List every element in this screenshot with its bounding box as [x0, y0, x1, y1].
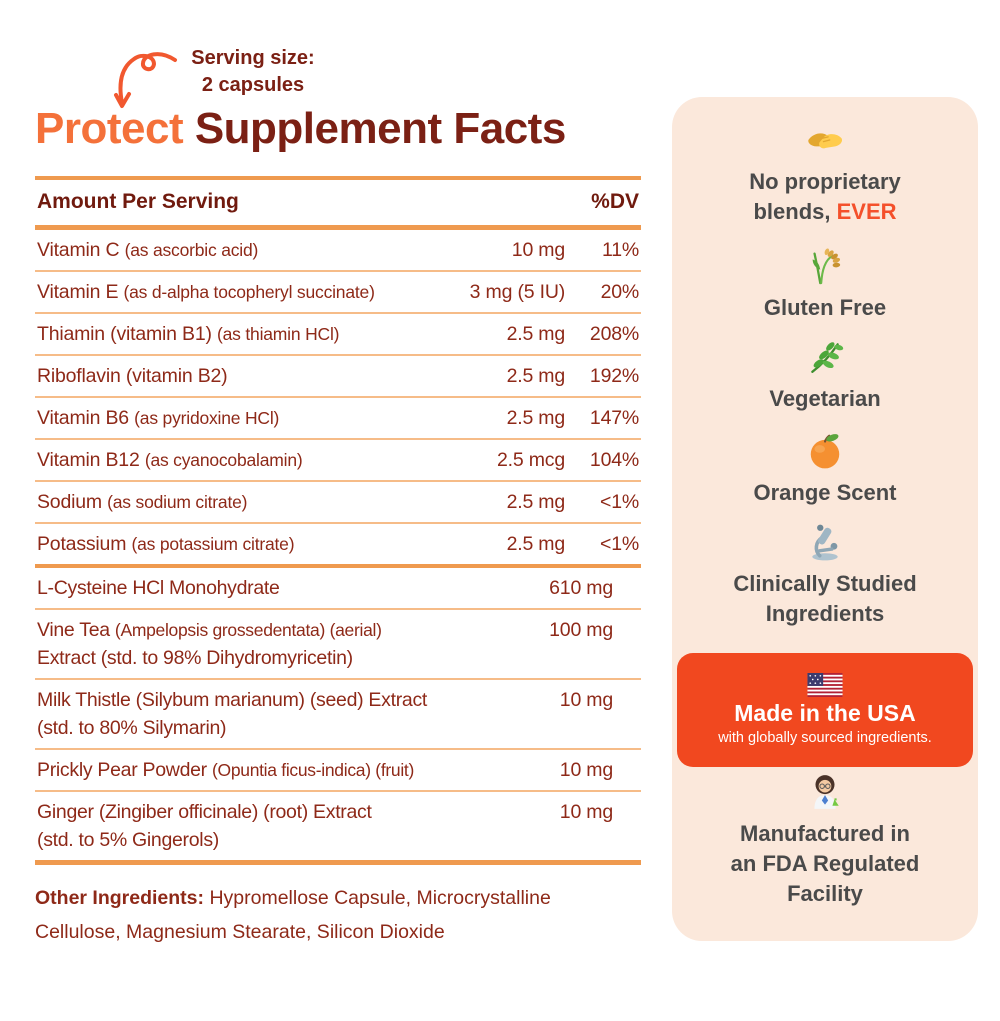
title-rest: Supplement Facts	[194, 104, 566, 153]
table-row	[35, 610, 641, 680]
usa-badge-subtitle: with globally sourced ingredients.	[718, 730, 932, 746]
ingredient-dv: 208%	[589, 323, 639, 345]
badge-label: Manufactured in an FDA Regulated Facility	[730, 821, 920, 906]
table-row	[35, 792, 641, 865]
ingredient-amount: 2.5 mg	[506, 491, 565, 513]
microscope-icon	[806, 523, 844, 561]
ingredient-dv: 147%	[589, 407, 639, 429]
ingredient-amount: 10 mg	[559, 801, 613, 823]
badge-label: No proprietary blends, EVER	[749, 169, 901, 224]
table-row	[35, 524, 641, 568]
serving-size-value: 2 capsules	[201, 74, 305, 96]
badge-clinically-studied	[672, 523, 978, 629]
table-row	[35, 314, 641, 356]
supplement-facts-table	[35, 176, 641, 949]
ingredient-amount: 2.5 mg	[506, 323, 565, 345]
ingredient-amount: 2.5 mg	[506, 407, 565, 429]
ingredient-name: Thiamin (vitamin B1) (as thiamin HCl)	[37, 323, 340, 345]
ingredient-dv: 192%	[589, 365, 639, 387]
us-flag-icon	[807, 673, 843, 697]
usa-badge-title: Made in the USA	[734, 700, 916, 726]
other-ingredients-text: Hypromellose Capsule, Microcrystalline Cellulose, Magnesium Stearate, Silicon Dioxide	[35, 887, 551, 943]
ingredient-amount: 3 mg (5 IU)	[469, 281, 565, 303]
badge-label: Vegetarian	[769, 386, 881, 411]
ingredient-dv: 11%	[602, 239, 639, 261]
ingredient-amount: 10 mg	[559, 759, 613, 781]
woman-scientist-icon	[806, 773, 844, 811]
ingredient-amount: 2.5 mg	[506, 533, 565, 555]
ingredient-amount: 2.5 mcg	[497, 449, 565, 471]
made-in-usa-badge	[677, 653, 973, 767]
badge-label: Orange Scent	[753, 480, 897, 505]
ingredient-amount: 2.5 mg	[506, 365, 565, 387]
dv-column-header: %DV	[591, 190, 639, 213]
ingredient-name: Vine Tea (Ampelopsis grossedentata) (aerial) Extract (std. to 98% Dihydromyricetin)	[37, 619, 382, 669]
badge-orange-scent	[672, 432, 978, 508]
serving-size-label: Serving size:	[191, 47, 315, 69]
ingredient-dv: <1%	[600, 491, 639, 513]
badge-label-accent: EVER	[836, 199, 897, 224]
rice-sheaf-icon	[806, 247, 844, 285]
table-row	[35, 356, 641, 398]
table-header-row	[35, 176, 641, 230]
ingredient-name: Vitamin B12 (as cyanocobalamin)	[37, 449, 303, 471]
ingredient-dv: 104%	[589, 449, 639, 471]
table-row	[35, 680, 641, 750]
table-row	[35, 440, 641, 482]
ingredient-name: L-Cysteine HCl Monohydrate	[37, 577, 280, 599]
ingredient-name: Vitamin E (as d-alpha tocopheryl succinate)	[37, 281, 375, 303]
ingredient-name: Riboflavin (vitamin B2)	[37, 365, 228, 387]
ingredient-amount: 610 mg	[549, 577, 613, 599]
badge-fda-facility	[672, 773, 978, 909]
badge-label: Clinically Studied Ingredients	[733, 571, 917, 626]
page-title	[35, 104, 675, 154]
ingredient-dv: 20%	[600, 281, 639, 303]
ingredient-amount: 10 mg	[511, 239, 565, 261]
table-row	[35, 398, 641, 440]
amount-column-header: Amount Per Serving	[37, 190, 239, 213]
badge-no-proprietary-blends	[672, 121, 978, 227]
ingredient-name: Prickly Pear Powder (Opuntia ficus-indica) (fruit)	[37, 759, 415, 781]
serving-size	[183, 45, 323, 99]
handshake-icon	[806, 121, 844, 159]
table-row	[35, 568, 641, 610]
orange-icon	[806, 432, 844, 470]
badge-label: Gluten Free	[763, 295, 887, 320]
ingredient-name: Milk Thistle (Silybum marianum) (seed) Extract (std. to 80% Silymarin)	[37, 689, 428, 739]
ingredient-name: Ginger (Zingiber officinale) (root) Extract (std. to 5% Gingerols)	[37, 801, 372, 851]
ingredient-amount: 10 mg	[559, 689, 613, 711]
badge-vegetarian	[672, 338, 978, 414]
product-name: Protect	[35, 104, 184, 153]
herb-icon	[806, 338, 844, 376]
ingredient-name: Potassium (as potassium citrate)	[37, 533, 295, 555]
ingredient-name: Sodium (as sodium citrate)	[37, 491, 248, 513]
ingredient-name: Vitamin C (as ascorbic acid)	[37, 239, 259, 261]
badge-gluten-free	[672, 247, 978, 323]
ingredient-amount: 100 mg	[549, 619, 613, 641]
ingredient-name: Vitamin B6 (as pyridoxine HCl)	[37, 407, 280, 429]
table-row	[35, 482, 641, 524]
other-ingredients-label: Other Ingredients:	[35, 887, 205, 909]
table-row	[35, 272, 641, 314]
table-row	[35, 750, 641, 792]
table-row	[35, 230, 641, 272]
benefits-sidebar	[672, 97, 978, 941]
ingredient-dv: <1%	[600, 533, 639, 555]
other-ingredients	[35, 881, 641, 949]
